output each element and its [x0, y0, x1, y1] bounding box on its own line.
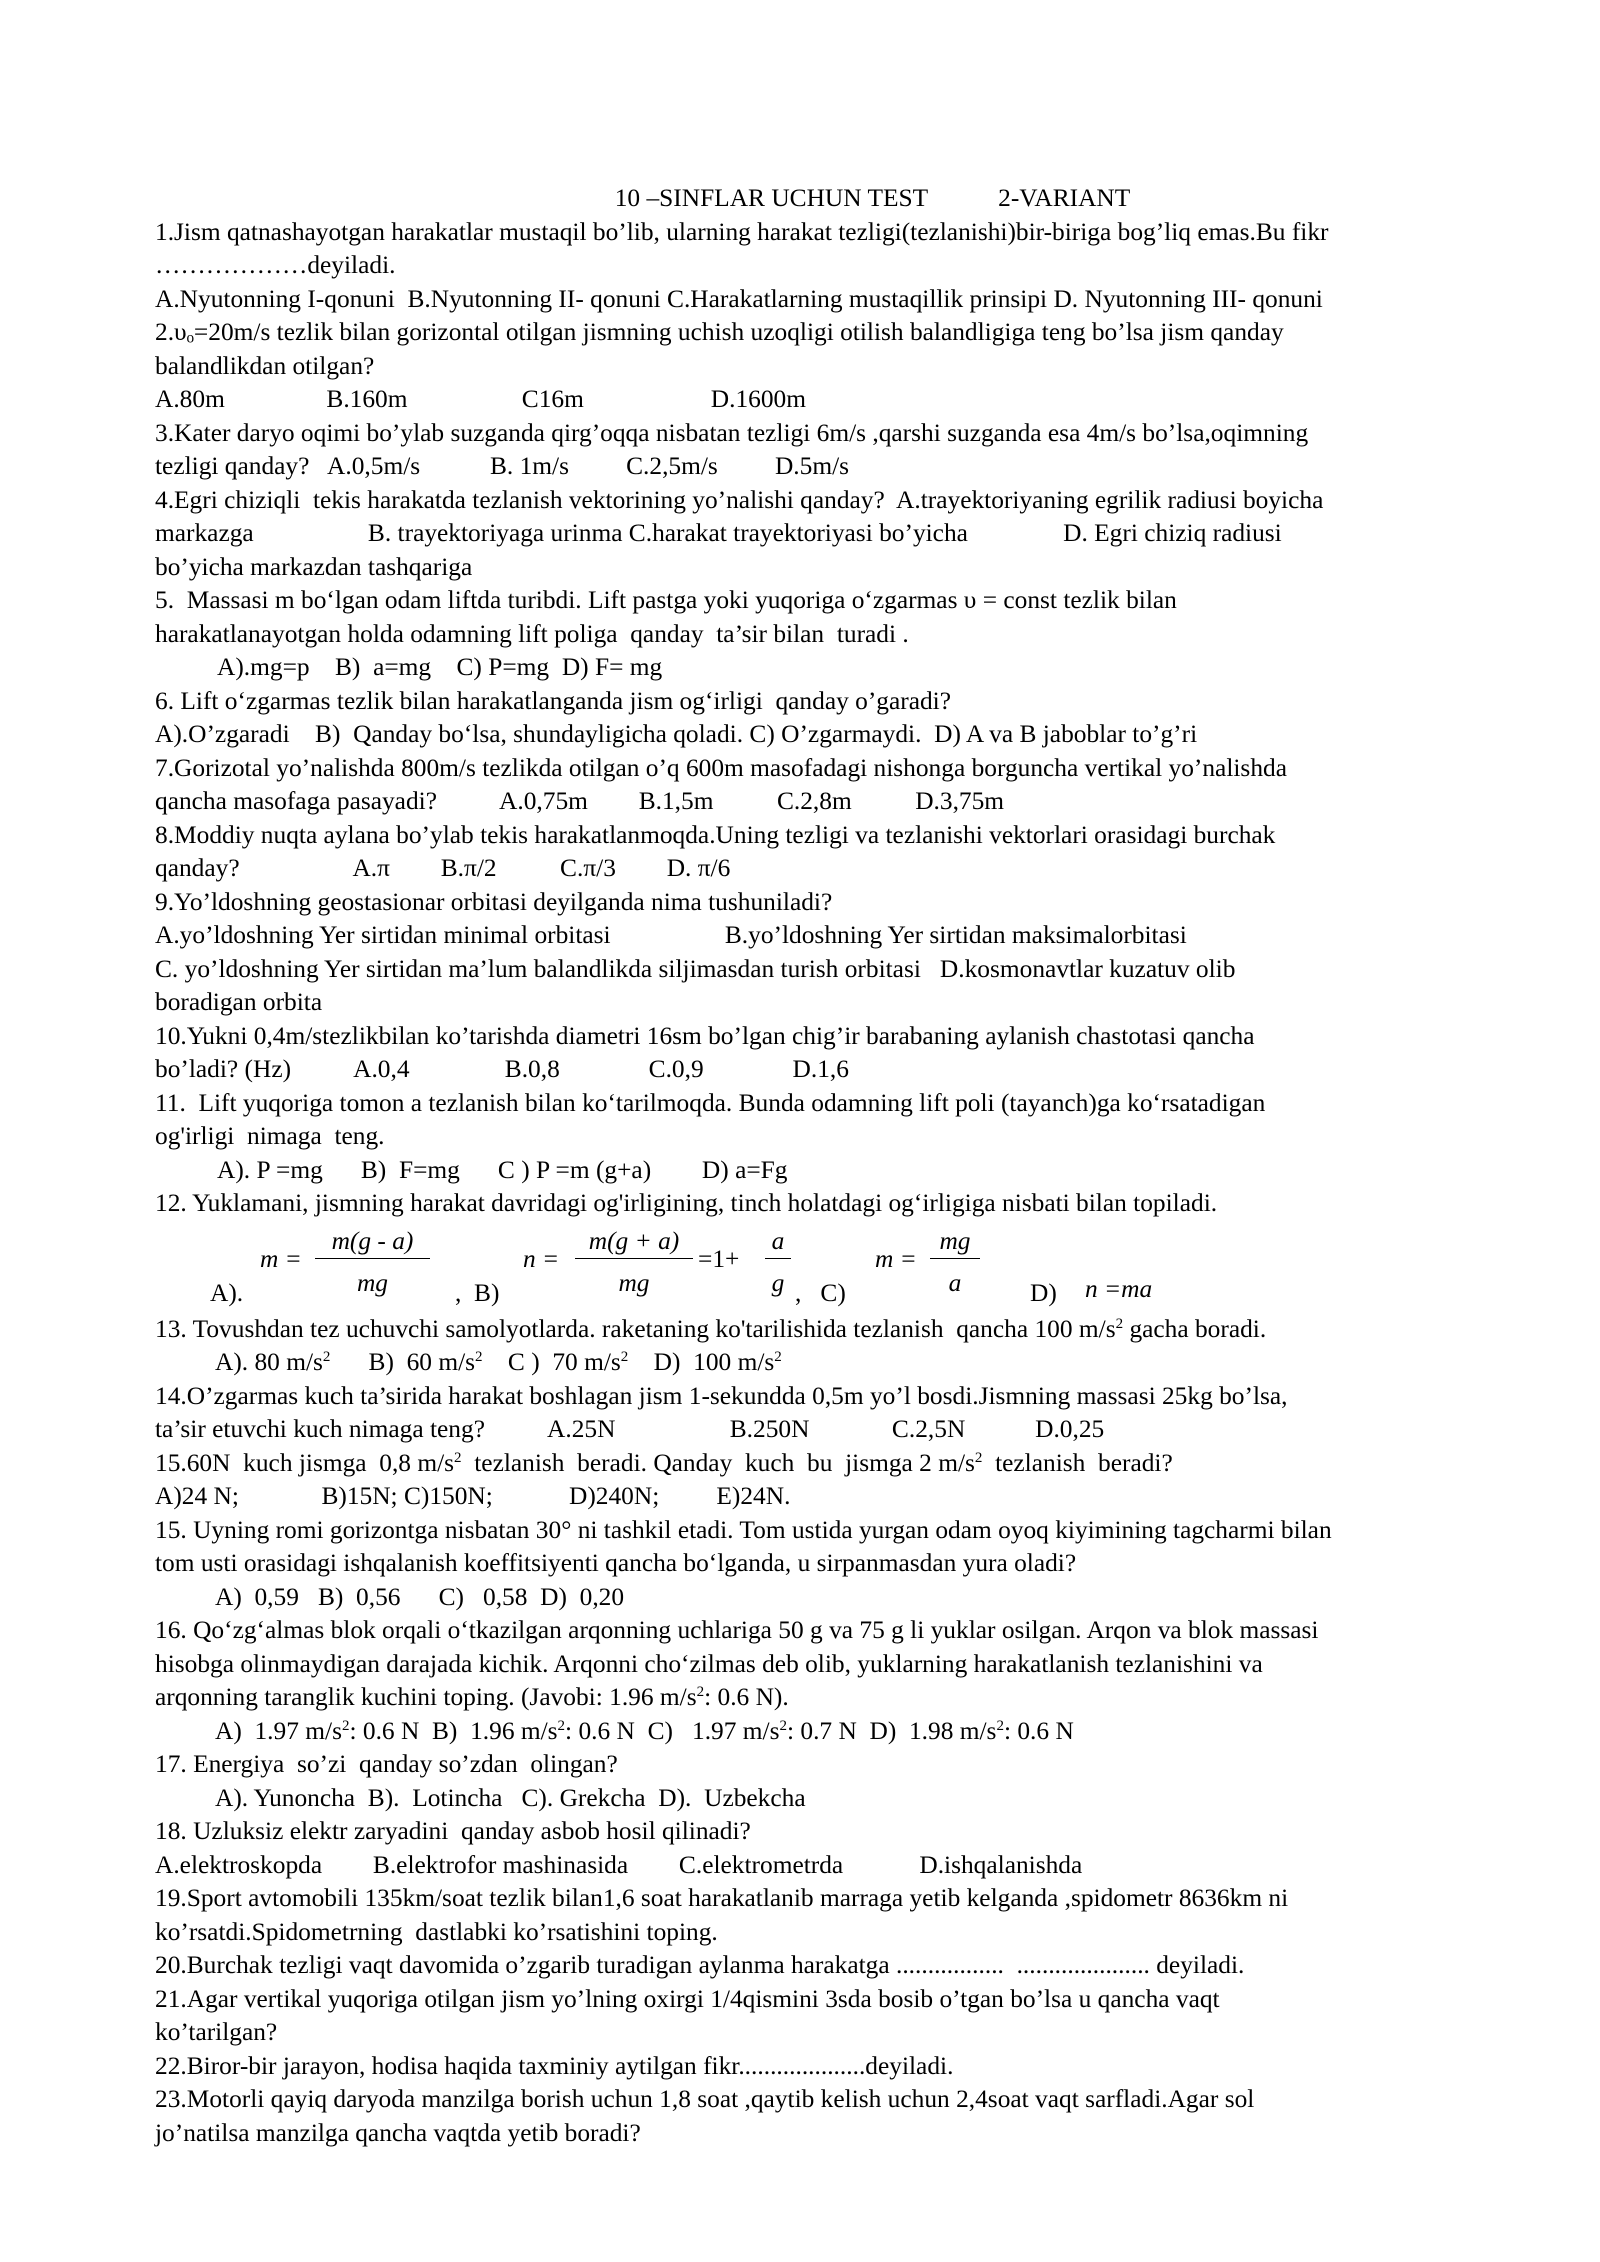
text-line — [155, 1447, 1550, 1481]
superscript: 2 — [620, 1349, 629, 1365]
superscript: 2 — [974, 1449, 983, 1466]
q12-f2-mid: =1+ — [698, 1244, 740, 1273]
text-segment: : 0.6 N C) 1.97 m/s — [565, 1716, 780, 1745]
text-segment: : 0.7 N D) 1.98 m/s — [786, 1716, 997, 1745]
text-line: 12. Yuklamani, jismning harakat davridagi og'irligining, tinch holatdagi og‘irligiga nisbati bilan topiladi. — [155, 1189, 1218, 1217]
text-line: C. yo’ldoshning Yer sirtidan ma’lum balandlikda siljimasdan turish orbitasi D.kosmonavtlar kuzatuv olib — [155, 954, 1236, 983]
text-line: A.yo’ldoshning Yer sirtidan minimal orbitasi B.yo’ldoshning Yer sirtidan maksimalorbitasi — [155, 921, 1187, 949]
text-line — [155, 1413, 1550, 1447]
text-line — [155, 1380, 1550, 1414]
text-line: balandlikdan otilgan? — [155, 351, 375, 380]
text-line — [155, 1581, 1550, 1615]
q12-f2-fraction — [575, 1225, 693, 1301]
text-segment: 19.Sport avtomobili 135km/soat tezlik bilan1,6 soat harakatlanib marraga yetib kelganda ,spidometr 8636km ni — [155, 1884, 1289, 1912]
text-line — [155, 1547, 1550, 1581]
text-segment: ta’sir etuvchi kuch nimaga teng? A.25N B.250N C.2,5N D.0,25 — [155, 1415, 1105, 1443]
q12-f1-lhs: m = — [260, 1244, 302, 1273]
text-segment: 22.Biror-bir jarayon, hodisa haqida taxminiy aytilgan fikr....................deyiladi. — [155, 2051, 954, 2080]
text-line: qancha masofaga pasayadi? A.0,75m B.1,5m C.2,8m D.3,75m — [155, 787, 1005, 815]
text-line — [155, 1782, 1550, 1816]
q12-f4: n =ma — [1085, 1274, 1153, 1303]
text-segment: 16. Qo‘zg‘almas blok orqali o‘tkazilgan arqonning uchlariga 50 g va 75 g li yuklar osilgan. Arqon va blok massasi — [155, 1616, 1319, 1644]
text-line: 6. Lift o‘zgarmas tezlik bilan harakatlanganda jism og‘irligi qanday o’garadi? — [155, 686, 951, 715]
questions-part-1 — [155, 216, 1550, 1221]
text-segment: arqonning taranglik kuchini toping. (Javobi: 1.96 m/s — [155, 1683, 697, 1711]
text-line: ………………deyiladi. — [155, 251, 396, 279]
text-segment: 15. Uyning romi gorizontga nisbatan 30° ni tashkil etadi. Tom ustida yurgan odam oyoq kiyimining tagcharmi bilan — [155, 1515, 1332, 1544]
text-line — [155, 1480, 1550, 1514]
superscript: 2 — [322, 1349, 331, 1365]
text-line: 9.Yo’ldoshning geostasionar orbitasi deyilganda nima tushuniladi? — [155, 887, 833, 916]
text-segment: 14.O’zgarmas kuch ta’sirida harakat boshlagan jism 1-sekundda 0,5m yo’l bosdi.Jismning massasi 25kg bo’lsa, — [155, 1381, 1288, 1410]
text-segment: A) 1.97 m/s — [215, 1716, 342, 1745]
text-line: A). P =mg B) F=mg C ) P =m (g+a) D) a=Fg — [217, 1155, 788, 1184]
q12-f3-numerator: mg — [939, 1226, 971, 1255]
text-segment: : 0.6 N — [1003, 1716, 1074, 1745]
text-line — [155, 1748, 1550, 1782]
text-line — [155, 2117, 1550, 2151]
text-segment: A)24 N; B)15N; C)150N; D)240N; E)24N. — [155, 1482, 791, 1510]
text-line — [155, 1346, 1550, 1380]
text-line: 4.Egri chiziqli tekis harakatda tezlanish vektorining yo’nalishi qanday? A.trayektoriyaning egrilik radiusi boyicha — [155, 485, 1324, 514]
q12-f1-fraction — [315, 1225, 430, 1301]
text-line: 8.Moddiy nuqta aylana bo’ylab tekis harakatlanmoqda.Uning tezligi va tezlanishi vektorlari orasidagi burchak — [155, 820, 1276, 849]
text-line — [155, 1949, 1550, 1983]
text-segment: 21.Agar vertikal yuqoriga otilgan jism yo’lning oxirgi 1/4qismini 3sda bosib o’tgan bo’lsa u qancha vaqt — [155, 1984, 1220, 2013]
text-segment: 18. Uzluksiz elektr zaryadini qanday asbob hosil qilinadi? — [155, 1817, 751, 1845]
text-line: bo’yicha markazdan tashqariga — [155, 552, 473, 581]
text-segment: tom usti orasidagi ishqalanish koeffitsiyenti qancha bo‘lganda, u sirpanmasdan yura oladi? — [155, 1549, 1077, 1577]
text-line: A).mg=p B) a=mg C) P=mg D) F= mg — [217, 653, 663, 681]
text-segment: ko’tarilgan? — [155, 2018, 278, 2046]
text-line: A).O’zgaradi B) Qanday bo‘lsa, shundayligicha qoladi. C) O’zgarmaydi. D) A va B jaboblar to’g’ri — [155, 720, 1198, 748]
q12-f2-lhs: n = — [523, 1244, 560, 1273]
superscript: 2 — [341, 1717, 350, 1734]
text-segment: C ) 70 m/s — [482, 1348, 621, 1376]
q12-option-b-label: , B) — [455, 1278, 500, 1307]
q12-f2-denominator: mg — [575, 1258, 693, 1301]
superscript: 2 — [475, 1349, 483, 1365]
text-segment: D) 100 m/s — [628, 1348, 775, 1376]
text-line: markazga B. trayektoriyaga urinma C.harakat trayektoriyasi bo’yicha D. Egri chiziq radiusi — [155, 519, 1282, 547]
text-segment: B) 60 m/s — [330, 1348, 476, 1376]
superscript: 2 — [1115, 1315, 1124, 1332]
text-line: 3.Kater daryo oqimi bo’ylab suzganda qirg’oqqa nisbatan tezligi 6m/s ,qarshi suzganda esa 4m/s bo’lsa,oqimning — [155, 418, 1309, 447]
page-title — [155, 182, 1550, 216]
q12-f2-fraction-2 — [765, 1225, 791, 1301]
text-segment: 17. Energiya so’zi qanday so’zdan olingan? — [155, 1750, 618, 1778]
text-segment: : 0.6 N B) 1.96 m/s — [349, 1716, 558, 1745]
text-line: A.80m B.160m C16m D.1600m — [155, 385, 807, 413]
superscript: 2 — [454, 1449, 462, 1466]
text-line — [155, 1882, 1550, 1916]
text-line — [155, 1313, 1550, 1347]
superscript: 2 — [774, 1349, 782, 1365]
title-variant: 2-VARIANT — [998, 184, 1131, 212]
text-line: 1.Jism qatnashayotgan harakatlar mustaqil bo’lib, ularning harakat tezligi(tezlanishi)bir-biriga bog’liq emas.Bu fikr — [155, 217, 1329, 246]
text-line: 2.υₒ=20m/s tezlik bilan gorizontal otilgan jismning uchish uzoqligi otilish balandligiga teng bo’lsa jism qanday — [155, 318, 1284, 346]
q12-option-d-label: D) — [1030, 1278, 1057, 1307]
text-line — [155, 1983, 1550, 2017]
superscript: 2 — [996, 1717, 1004, 1734]
text-segment: A) 0,59 B) 0,56 C) 0,58 D) 0,20 — [215, 1582, 625, 1611]
text-line: 10.Yukni 0,4m/stezlikbilan ko’tarishda diametri 16sm bo’lgan chig’ir barabaning aylanish chastotasi qancha — [155, 1021, 1255, 1050]
text-line: bo’ladi? (Hz) A.0,4 B.0,8 C.0,9 D.1,6 — [155, 1055, 849, 1083]
text-segment: 13. Tovushdan tez uchuvchi samolyotlarda. raketaning ko'tarilishida tezlanish qancha 100 m/s — [155, 1314, 1116, 1343]
text-line: boradigan orbita — [155, 988, 323, 1016]
text-segment: ko’rsatdi.Spidometrning dastlabki ko’rsatishini toping. — [155, 1917, 718, 1946]
q12-formula-options — [155, 1221, 1550, 1313]
q12-f3-denominator: a — [930, 1258, 980, 1301]
text-segment: tezlanish beradi. Qanday kuch bu jismga 2 m/s — [461, 1448, 975, 1477]
text-segment: jo’natilsa manzilga qancha vaqtda yetib boradi? — [155, 2118, 641, 2147]
text-line — [155, 1648, 1550, 1682]
superscript: 2 — [696, 1684, 705, 1700]
text-line: 5. Massasi m bo‘lgan odam liftda turibdi. Lift pastga yoki yuqoriga o‘zgarmas υ = const tezlik bilan — [155, 586, 1177, 614]
text-line: harakatlanayotgan holda odamning lift poliga qanday ta’sir bilan turadi . — [155, 619, 909, 648]
text-line: tezligi qanday? A.0,5m/s B. 1m/s C.2,5m/s D.5m/s — [155, 452, 850, 480]
test-document — [155, 182, 1550, 2150]
text-line — [155, 2083, 1550, 2117]
text-segment: A). Yunoncha B). Lotincha C). Grekcha D). Uzbekcha — [215, 1783, 806, 1812]
q12-f1-denominator: mg — [315, 1258, 430, 1301]
text-line — [155, 1681, 1550, 1715]
text-line: og'irligi nimaga teng. — [155, 1122, 385, 1150]
text-line: 7.Gorizotal yo’nalishda 800m/s tezlikda otilgan o’q 600m masofadagi nishonga borguncha vertikal yo’nalishda — [155, 753, 1287, 782]
text-line: qanday? A.π B.π/2 C.π/3 D. π/6 — [155, 854, 731, 882]
text-line — [155, 1916, 1550, 1950]
text-segment: 23.Motorli qayiq daryoda manzilga borish uchun 1,8 soat ,qaytib kelish uchun 2,4soat vaqt sarfladi.Agar sol — [155, 2085, 1255, 2113]
text-segment: hisobga olinmaydigan darajada kichik. Arqonni cho‘zilmas deb olib, yuklarning harakatlanish tezlanishini va — [155, 1649, 1263, 1678]
superscript: 2 — [557, 1717, 566, 1734]
text-line — [155, 2050, 1550, 2084]
text-segment: A). 80 m/s — [215, 1348, 323, 1376]
text-segment: A.elektroskopda B.elektrofor mashinasida C.elektrometrda D.ishqalanishda — [155, 1850, 1083, 1879]
text-line — [155, 1614, 1550, 1648]
text-segment: : 0.6 N). — [704, 1683, 789, 1711]
q12-f2-numerator: m(g + a) — [588, 1226, 680, 1255]
superscript: 2 — [779, 1717, 787, 1734]
title-main: 10 –SINFLAR UCHUN TEST — [614, 184, 929, 212]
questions-part-2 — [155, 1313, 1550, 2151]
text-line — [155, 1514, 1550, 1548]
text-line — [155, 1715, 1550, 1749]
text-segment: 15.60N kuch jismga 0,8 m/s — [155, 1448, 455, 1477]
q12-f3-fraction — [930, 1225, 980, 1301]
text-line: 11. Lift yuqoriga tomon a tezlanish bilan ko‘tarilmoqda. Bunda odamning lift poli (tayanch)ga ko‘rsatadigan — [155, 1088, 1266, 1117]
q12-f2-numerator-2: a — [771, 1226, 785, 1255]
q12-f2-denominator-2: g — [765, 1258, 791, 1301]
text-segment: 20.Burchak tezligi vaqt davomida o’zgarib turadigan aylanma harakatga ................. ..................... deyiladi. — [155, 1951, 1245, 1979]
text-line — [155, 2016, 1550, 2050]
q12-f3-lhs: m = — [875, 1244, 917, 1273]
q12-f1-numerator: m(g - a) — [331, 1226, 414, 1255]
text-line — [155, 1815, 1550, 1849]
text-segment: tezlanish beradi? — [982, 1448, 1173, 1477]
q12-option-c-label: , C) — [795, 1278, 846, 1307]
text-line — [155, 1849, 1550, 1883]
text-line: A.Nyutonning I-qonuni B.Nyutonning II- qonuni C.Harakatlarning mustaqillik prinsipi D. Nyutonning III- qonuni — [155, 284, 1323, 313]
q12-option-a-label: A). — [210, 1278, 244, 1307]
text-segment: gacha boradi. — [1123, 1314, 1267, 1343]
